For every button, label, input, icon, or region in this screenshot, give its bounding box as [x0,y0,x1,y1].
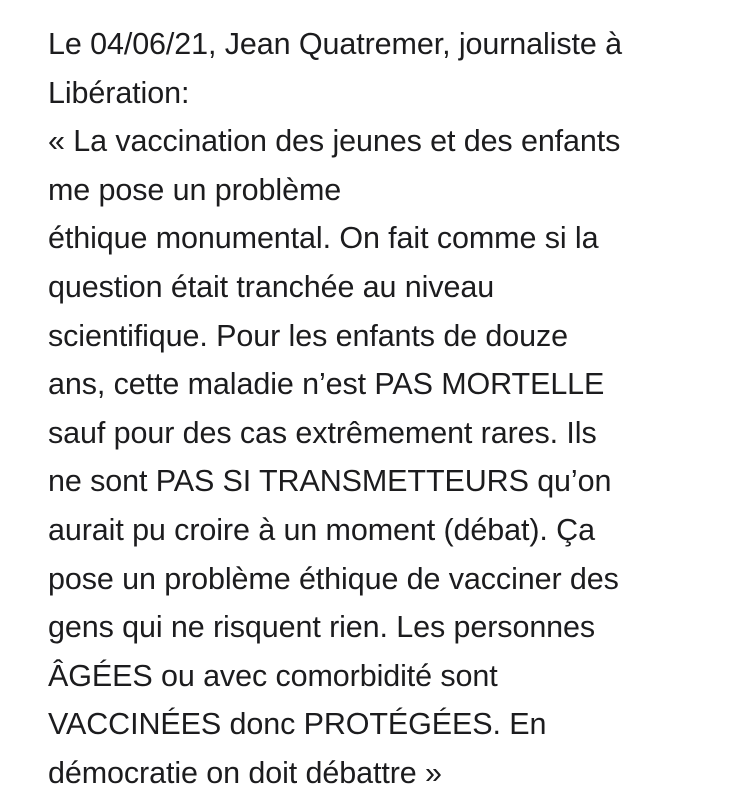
note-line: ÂGÉES ou avec comorbidité sont [48,658,498,693]
note-line: me pose un problème [48,172,342,207]
note-line: aurait pu croire à un moment (débat). Ça [48,512,595,547]
note-line: démocratie on doit débattre » [48,755,442,790]
note-line: ans, cette maladie n’est PAS MORTELLE [48,367,605,402]
note-line: gens qui ne risquent rien. Les personnes [48,610,596,645]
note-text-body [48,20,738,798]
note-line: Le 04/06/21, Jean Quatremer, journaliste à [48,27,622,61]
note-line: pose un problème éthique de vacciner des [48,561,619,596]
note-line: sauf pour des cas extrêmement rares. Ils [48,415,597,450]
note-line: ne sont PAS SI TRANSMETTEURS qu’on [48,464,612,499]
note-line: éthique monumental. On fait comme si la [48,221,599,256]
note-line: VACCINÉES donc PROTÉGÉES. En [48,707,547,742]
note-line: scientifique. Pour les enfants de douze [48,318,569,353]
note-line: Libération: [48,75,190,110]
note-line: question était tranchée au niveau [48,269,495,304]
note-line: « La vaccination des jeunes et des enfants [48,124,621,159]
